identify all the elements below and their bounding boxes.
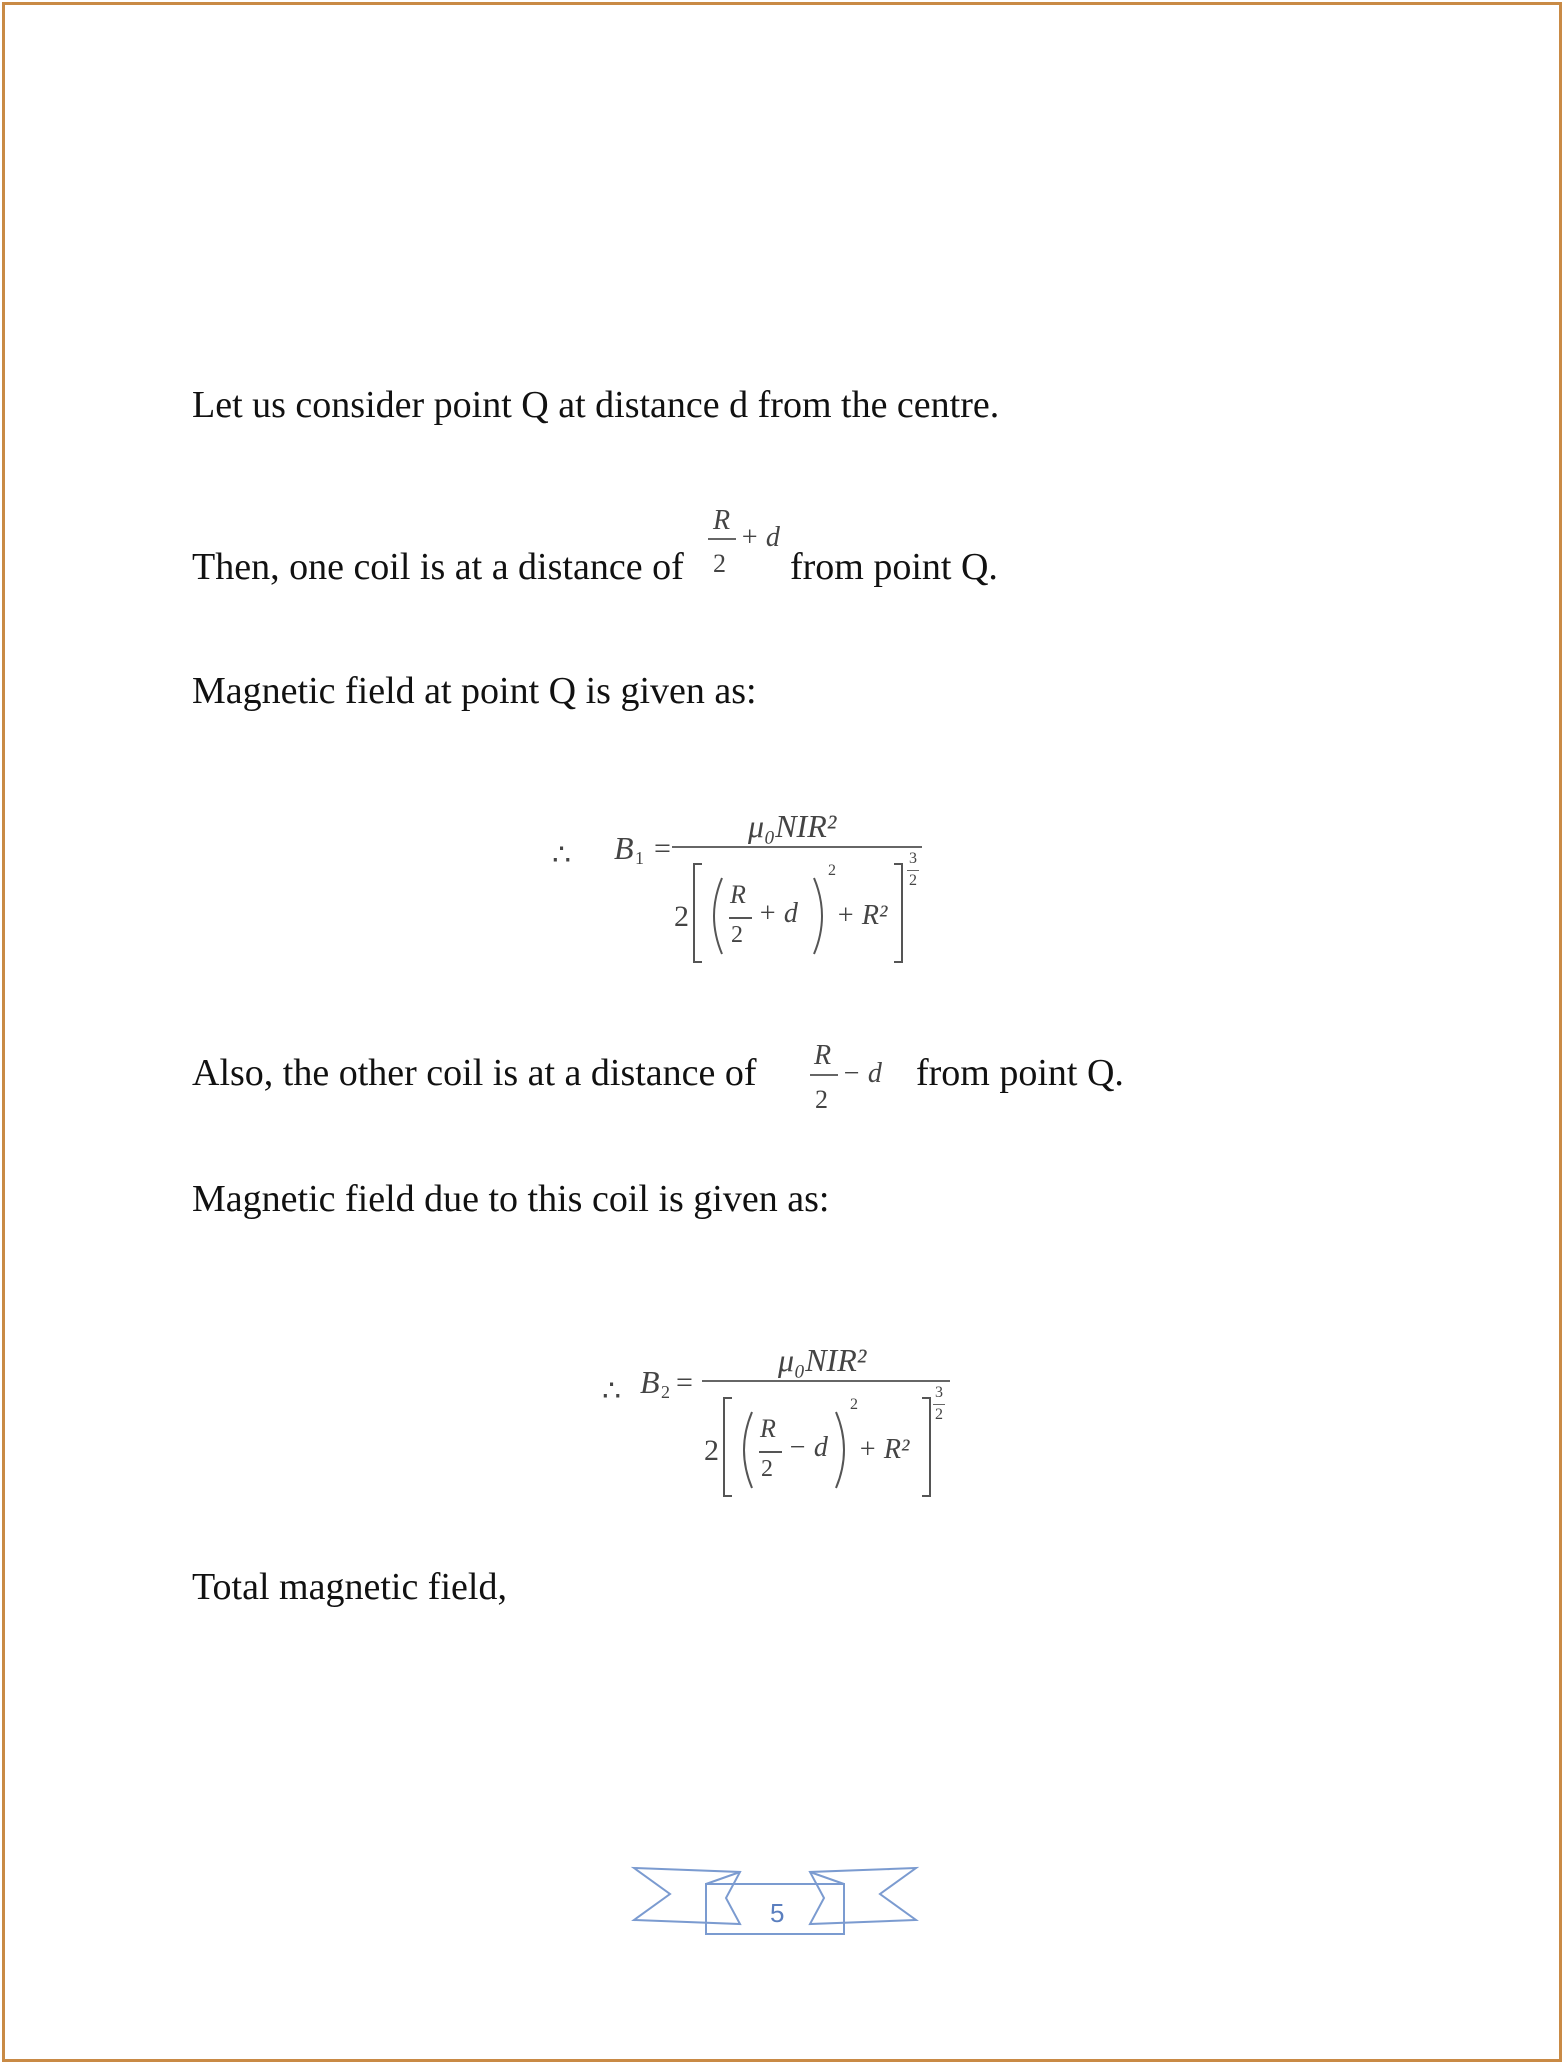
- fraction-tail: + d: [740, 522, 780, 553]
- paragraph-one-coil-distance: Then, one coil is at a distance of: [192, 546, 684, 588]
- exponent-denominator: 2: [909, 872, 917, 889]
- exponent-bar: [933, 1404, 945, 1405]
- b1-symbol: B: [614, 830, 634, 866]
- denominator-minus-d: − d: [788, 1432, 828, 1463]
- numerator-mu0-nir2: μ₀NIR²: [748, 808, 837, 844]
- exponent-numerator: 3: [935, 1384, 943, 1401]
- fraction-bar: [708, 538, 736, 540]
- fraction-tail: − d: [842, 1058, 882, 1089]
- b2-symbol: B: [640, 1364, 660, 1400]
- denominator-brackets: [688, 858, 928, 968]
- denominator-square: 2: [828, 862, 836, 879]
- paragraph-total-magnetic-field: Total magnetic field,: [192, 1566, 507, 1608]
- denominator-2: 2: [731, 922, 743, 948]
- page-number: 5: [770, 1898, 785, 1928]
- denominator-coefficient: 2: [704, 1434, 719, 1467]
- page-border: [2, 2, 1562, 2062]
- paragraph-field-due-to-coil: Magnetic field due to this coil is given as:: [192, 1178, 830, 1220]
- b1-subscript: 1: [635, 848, 644, 868]
- fraction-bar: [810, 1074, 838, 1076]
- paragraph-from-point-q: from point Q.: [790, 546, 998, 588]
- denominator-plus-d: + d: [758, 898, 798, 929]
- numerator-mu0-nir2: μ₀NIR²: [778, 1342, 867, 1378]
- fraction-denominator: 2: [815, 1085, 828, 1114]
- denominator-square: 2: [850, 1396, 858, 1413]
- denominator-r: R: [760, 1414, 776, 1443]
- therefore-symbol: ∴: [552, 839, 572, 872]
- b2-subscript: 2: [661, 1382, 670, 1402]
- main-fraction-bar: [672, 846, 922, 848]
- exponent-numerator: 3: [909, 850, 917, 867]
- paragraph-field-at-q: Magnetic field at point Q is given as:: [192, 670, 757, 712]
- therefore-symbol: ∴: [602, 1375, 622, 1408]
- denominator-r: R: [730, 880, 746, 909]
- denominator-plus-r2: + R²: [858, 1434, 910, 1465]
- denominator-plus-r2: + R²: [836, 900, 888, 931]
- paragraph-consider-point: Let us consider point Q at distance d from the centre.: [192, 384, 1000, 426]
- fraction-denominator: 2: [713, 549, 726, 578]
- paragraph-other-coil-distance: Also, the other coil is at a distance of: [192, 1052, 757, 1094]
- equals-sign: =: [676, 1366, 693, 1399]
- denominator-2: 2: [761, 1456, 773, 1482]
- denominator-coefficient: 2: [674, 900, 689, 933]
- exponent-denominator: 2: [935, 1406, 943, 1423]
- main-fraction-bar: [702, 1380, 950, 1382]
- fraction-numerator: R: [713, 505, 731, 536]
- denominator-brackets: [718, 1392, 958, 1502]
- exponent-bar: [907, 870, 919, 871]
- paragraph-from-point-q-2: from point Q.: [916, 1052, 1124, 1094]
- fraction-numerator: R: [814, 1040, 832, 1071]
- equals-sign: =: [654, 832, 671, 865]
